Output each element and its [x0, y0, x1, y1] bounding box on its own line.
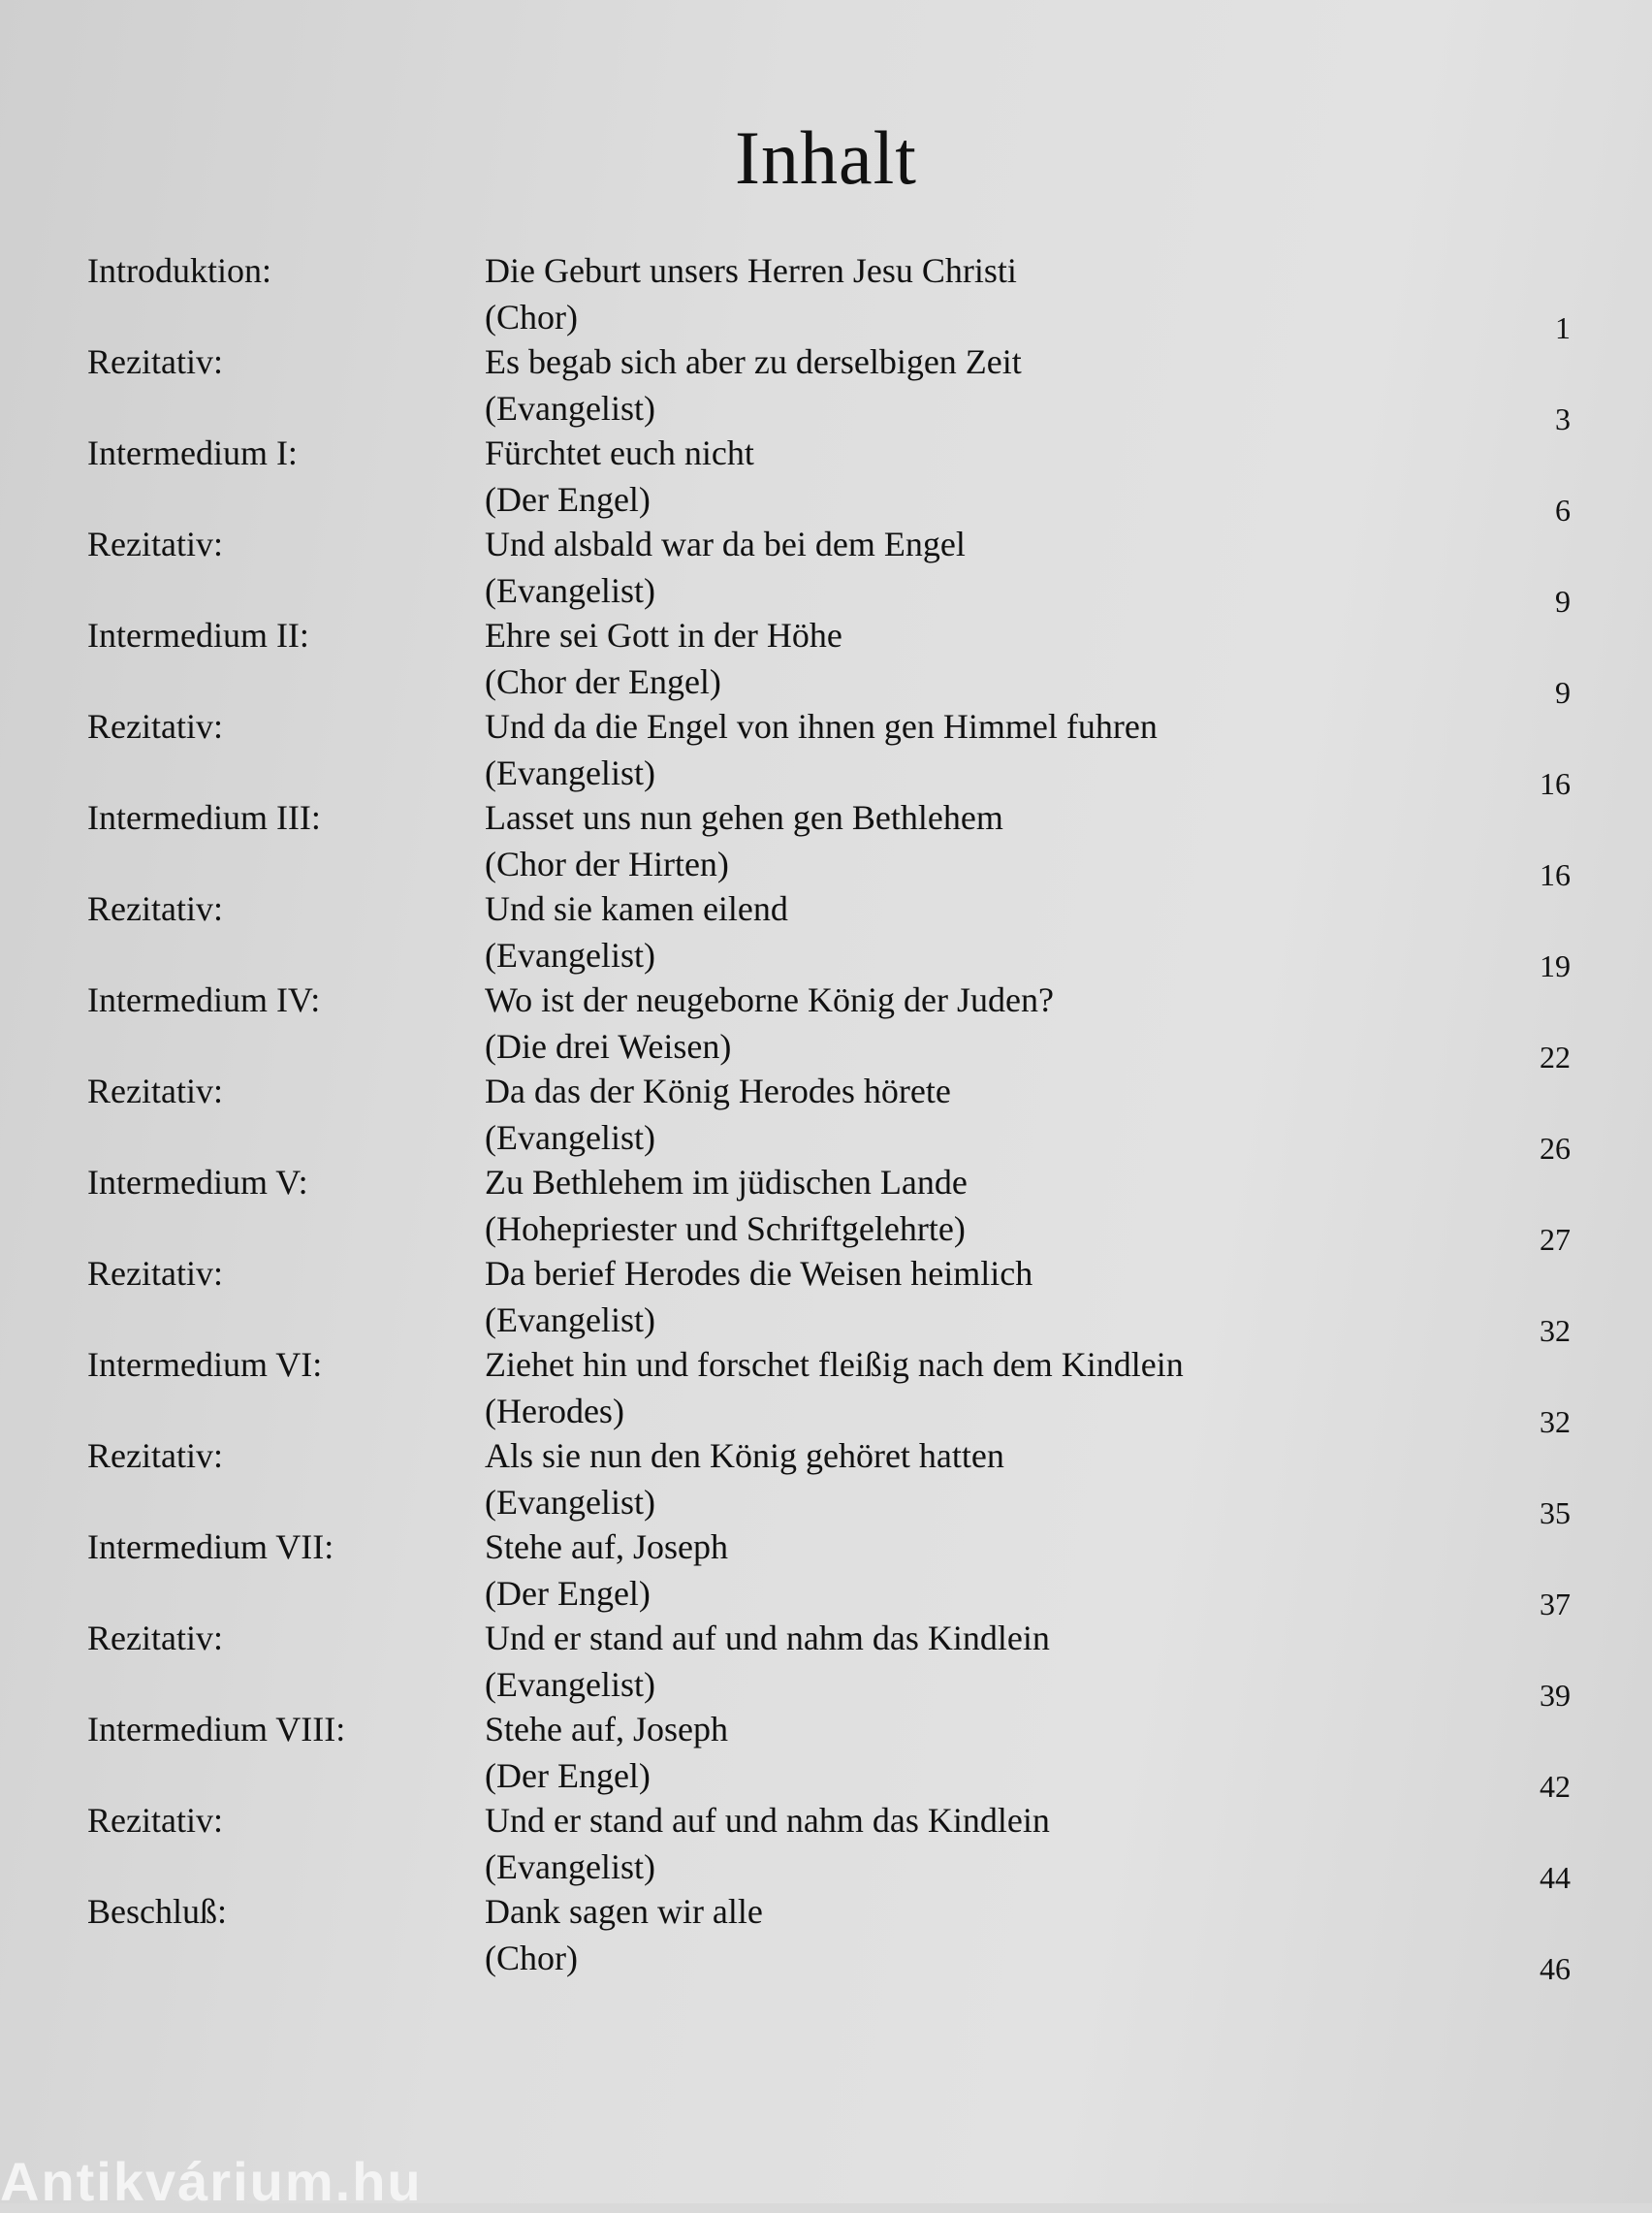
- entry-label: Introduktion:: [87, 251, 271, 290]
- entry-title: Und er stand auf und nahm das Kindlein: [485, 1619, 1050, 1657]
- entry-title: Zu Bethlehem im jüdischen Lande: [485, 1163, 968, 1202]
- page-title: Inhalt: [735, 115, 917, 200]
- toc-entry: [0, 1709, 1652, 1804]
- entry-performer: (Hohepriester und Schriftgelehrte): [485, 1209, 966, 1248]
- entry-label: Intermedium III:: [87, 798, 321, 837]
- toc-entry: [0, 341, 1652, 436]
- entry-page-number: 1: [1555, 310, 1571, 345]
- entry-title: Da berief Herodes die Weisen heimlich: [485, 1254, 1033, 1293]
- entry-performer: (Der Engel): [485, 1756, 651, 1795]
- toc-entry: [0, 1435, 1652, 1530]
- entry-performer: (Evangelist): [485, 1665, 655, 1704]
- entry-label: Intermedium II:: [87, 616, 309, 655]
- entry-page-number: 44: [1540, 1860, 1571, 1895]
- table-of-contents: [0, 250, 1652, 1986]
- toc-entry: [0, 1800, 1652, 1895]
- entry-label: Rezitativ:: [87, 889, 223, 928]
- entry-title: Und alsbald war da bei dem Engel: [485, 525, 966, 563]
- toc-entry: [0, 1344, 1652, 1439]
- entry-label: Rezitativ:: [87, 525, 223, 563]
- toc-entry: [0, 250, 1652, 345]
- entry-label: Intermedium IV:: [87, 980, 321, 1019]
- entry-label: Rezitativ:: [87, 1254, 223, 1293]
- entry-performer: (Evangelist): [485, 1483, 655, 1522]
- entry-page-number: 19: [1540, 948, 1571, 983]
- entry-performer: (Der Engel): [485, 1574, 651, 1613]
- entry-performer: (Herodes): [485, 1392, 624, 1430]
- entry-page-number: 35: [1540, 1495, 1571, 1530]
- entry-title: Wo ist der neugeborne König der Juden?: [485, 980, 1054, 1019]
- entry-page-number: 32: [1540, 1404, 1571, 1439]
- entry-label: Rezitativ:: [87, 342, 223, 381]
- toc-entry: [0, 979, 1652, 1074]
- entry-label: Intermedium V:: [87, 1163, 308, 1202]
- entry-label: Intermedium VII:: [87, 1527, 334, 1566]
- entry-label: Rezitativ:: [87, 1436, 223, 1475]
- entry-title: Lasset uns nun gehen gen Bethlehem: [485, 798, 1003, 837]
- entry-page-number: 26: [1540, 1131, 1571, 1166]
- entry-title: Ziehet hin und forschet fleißig nach dem Kindlein: [485, 1345, 1184, 1384]
- toc-entry: [0, 524, 1652, 619]
- entry-page-number: 39: [1540, 1678, 1571, 1713]
- entry-label: Rezitativ:: [87, 1072, 223, 1110]
- entry-page-number: 27: [1540, 1222, 1571, 1257]
- entry-performer: (Evangelist): [485, 1118, 655, 1157]
- entry-page-number: 42: [1540, 1769, 1571, 1804]
- toc-entry: [0, 1162, 1652, 1257]
- toc-entry: [0, 1071, 1652, 1166]
- entry-label: Rezitativ:: [87, 1801, 223, 1840]
- entry-title: Und da die Engel von ihnen gen Himmel fuhren: [485, 707, 1158, 746]
- entry-performer: (Chor): [485, 1939, 578, 1977]
- entry-title: Stehe auf, Joseph: [485, 1527, 728, 1566]
- entry-performer: (Evangelist): [485, 1300, 655, 1339]
- entry-page-number: 37: [1540, 1587, 1571, 1621]
- entry-performer: (Chor der Engel): [485, 662, 721, 701]
- entry-page-number: 3: [1555, 401, 1571, 436]
- entry-page-number: 22: [1540, 1040, 1571, 1074]
- toc-entry: [0, 888, 1652, 983]
- watermark: Antikvárium.hu: [0, 2151, 423, 2212]
- toc-entry: [0, 706, 1652, 801]
- entry-title: Da das der König Herodes hörete: [485, 1072, 951, 1110]
- entry-performer: (Evangelist): [485, 754, 655, 792]
- toc-entry: [0, 1253, 1652, 1348]
- entry-performer: (Der Engel): [485, 480, 651, 519]
- entry-title: Es begab sich aber zu derselbigen Zeit: [485, 342, 1022, 381]
- toc-entry: [0, 433, 1652, 528]
- entry-title: Und sie kamen eilend: [485, 889, 788, 928]
- entry-page-number: 9: [1555, 584, 1571, 619]
- entry-label: Rezitativ:: [87, 707, 223, 746]
- entry-title: Die Geburt unsers Herren Jesu Christi: [485, 251, 1017, 290]
- entry-performer: (Chor): [485, 298, 578, 337]
- entry-performer: (Evangelist): [485, 389, 655, 428]
- toc-entry: [0, 615, 1652, 710]
- entry-label: Rezitativ:: [87, 1619, 223, 1657]
- entry-performer: (Chor der Hirten): [485, 845, 729, 883]
- entry-performer: (Die drei Weisen): [485, 1027, 732, 1066]
- entry-performer: (Evangelist): [485, 571, 655, 610]
- entry-title: Als sie nun den König gehöret hatten: [485, 1436, 1004, 1475]
- entry-page-number: 16: [1540, 766, 1571, 801]
- entry-label: Beschluß:: [87, 1892, 227, 1931]
- entry-page-number: 46: [1540, 1951, 1571, 1986]
- entry-title: Dank sagen wir alle: [485, 1892, 763, 1931]
- toc-entry: [0, 1618, 1652, 1713]
- toc-entry: [0, 1526, 1652, 1621]
- entry-title: Und er stand auf und nahm das Kindlein: [485, 1801, 1050, 1840]
- entry-page-number: 16: [1540, 857, 1571, 892]
- entry-page-number: 6: [1555, 493, 1571, 528]
- entry-page-number: 9: [1555, 675, 1571, 710]
- entry-label: Intermedium VI:: [87, 1345, 323, 1384]
- entry-page-number: 32: [1540, 1313, 1571, 1348]
- entry-label: Intermedium VIII:: [87, 1710, 346, 1748]
- entry-performer: (Evangelist): [485, 1847, 655, 1886]
- entry-performer: (Evangelist): [485, 936, 655, 975]
- entry-title: Ehre sei Gott in der Höhe: [485, 616, 842, 655]
- toc-entry: [0, 797, 1652, 892]
- entry-title: Stehe auf, Joseph: [485, 1710, 728, 1748]
- entry-title: Fürchtet euch nicht: [485, 433, 754, 472]
- toc-entry: [0, 1891, 1652, 1986]
- entry-label: Intermedium I:: [87, 433, 298, 472]
